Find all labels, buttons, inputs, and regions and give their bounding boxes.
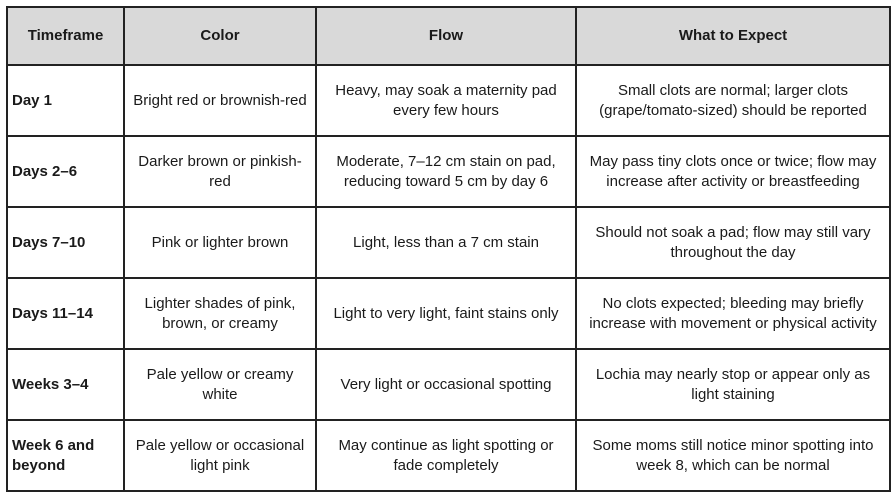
table-header bbox=[7, 7, 890, 65]
cell-what-to-expect: Should not soak a pad; flow may still vary throughout the day bbox=[576, 207, 890, 278]
cell-color: Darker brown or pinkish-red bbox=[124, 136, 316, 207]
cell-flow: Light to very light, faint stains only bbox=[316, 278, 576, 349]
table-row bbox=[7, 278, 890, 349]
cell-timeframe: Weeks 3–4 bbox=[7, 349, 124, 420]
cell-what-to-expect: Some moms still notice minor spotting into week 8, which can be normal bbox=[576, 420, 890, 491]
cell-flow: Heavy, may soak a maternity pad every few hours bbox=[316, 65, 576, 136]
cell-flow: Moderate, 7–12 cm stain on pad, reducing toward 5 cm by day 6 bbox=[316, 136, 576, 207]
lochia-table-container bbox=[6, 6, 891, 492]
cell-what-to-expect: No clots expected; bleeding may briefly increase with movement or physical activity bbox=[576, 278, 890, 349]
cell-timeframe: Days 11–14 bbox=[7, 278, 124, 349]
table-row bbox=[7, 349, 890, 420]
table-body bbox=[7, 65, 890, 491]
header-color: Color bbox=[124, 7, 316, 65]
cell-timeframe: Week 6 and beyond bbox=[7, 420, 124, 491]
cell-color: Pale yellow or occasional light pink bbox=[124, 420, 316, 491]
cell-color: Lighter shades of pink, brown, or creamy bbox=[124, 278, 316, 349]
cell-color: Pink or lighter brown bbox=[124, 207, 316, 278]
cell-flow: May continue as light spotting or fade completely bbox=[316, 420, 576, 491]
table-row bbox=[7, 420, 890, 491]
table-row bbox=[7, 207, 890, 278]
table-row bbox=[7, 136, 890, 207]
cell-what-to-expect: Lochia may nearly stop or appear only as light staining bbox=[576, 349, 890, 420]
lochia-timeline-table bbox=[6, 6, 891, 492]
cell-flow: Light, less than a 7 cm stain bbox=[316, 207, 576, 278]
cell-what-to-expect: Small clots are normal; larger clots (grape/tomato-sized) should be reported bbox=[576, 65, 890, 136]
cell-color: Pale yellow or creamy white bbox=[124, 349, 316, 420]
header-timeframe: Timeframe bbox=[7, 7, 124, 65]
cell-timeframe: Days 2–6 bbox=[7, 136, 124, 207]
cell-timeframe: Day 1 bbox=[7, 65, 124, 136]
header-flow: Flow bbox=[316, 7, 576, 65]
cell-what-to-expect: May pass tiny clots once or twice; flow may increase after activity or breastfeeding bbox=[576, 136, 890, 207]
cell-color: Bright red or brownish-red bbox=[124, 65, 316, 136]
header-row bbox=[7, 7, 890, 65]
cell-timeframe: Days 7–10 bbox=[7, 207, 124, 278]
table-row bbox=[7, 65, 890, 136]
cell-flow: Very light or occasional spotting bbox=[316, 349, 576, 420]
header-what-to-expect: What to Expect bbox=[576, 7, 890, 65]
